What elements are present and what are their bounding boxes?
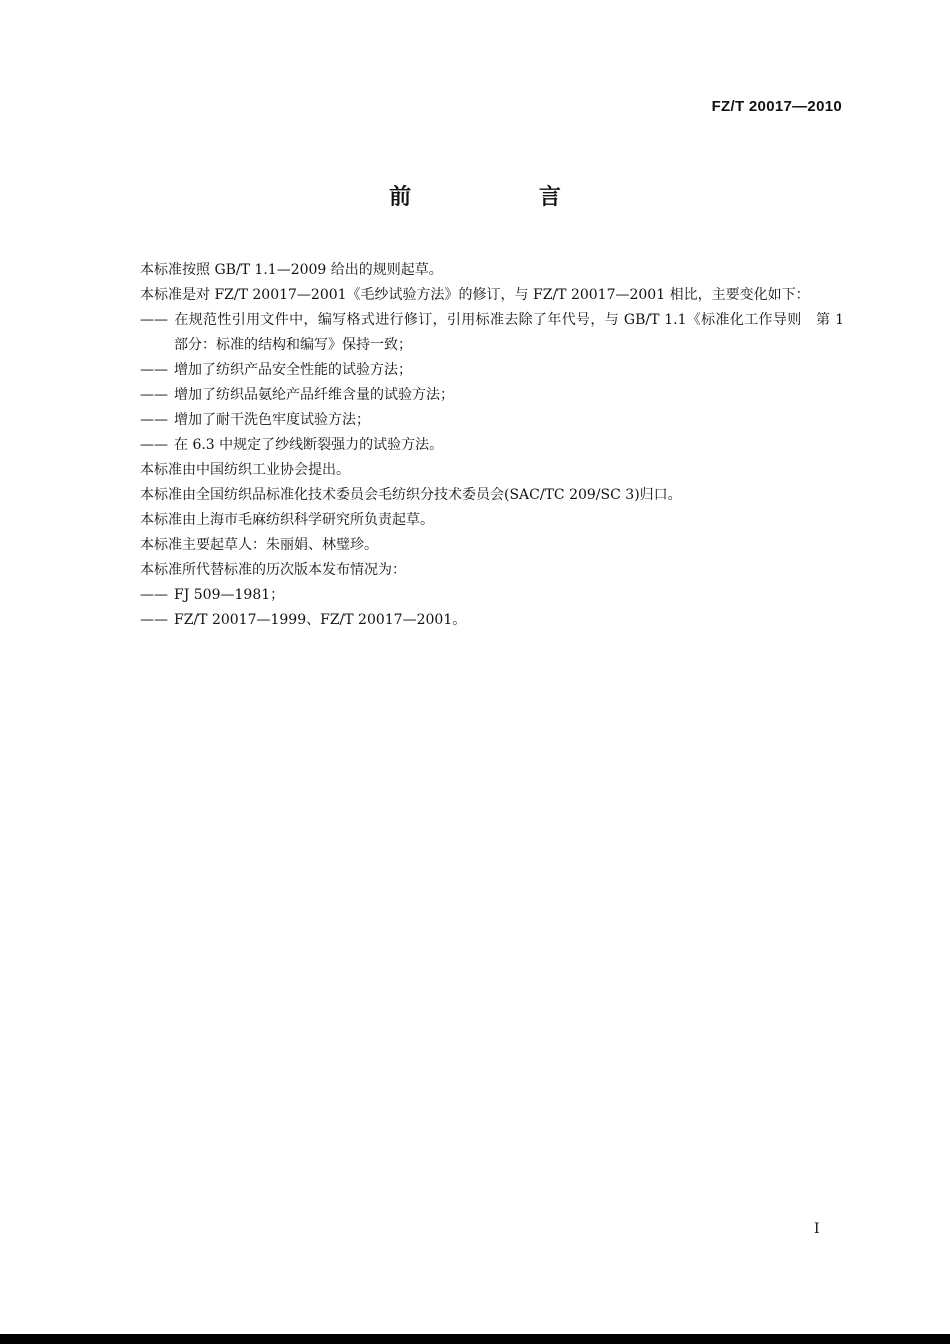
list-item-text: FJ 509—1981； [174, 587, 285, 603]
dash-marker: —— [140, 387, 168, 403]
dash-marker: —— [140, 587, 168, 603]
list-item-change [108, 308, 844, 358]
page-title: 前 言 [389, 185, 621, 210]
list-item-text: 增加了纺织产品安全性能的试验方法； [174, 362, 412, 378]
paragraph-proposer: 本标准由中国纺织工业协会提出。 [140, 462, 350, 478]
dash-marker: —— [140, 412, 168, 428]
paragraph-drafters: 本标准主要起草人：朱丽娟、林璧珍。 [140, 537, 378, 553]
dash-marker: —— [140, 362, 168, 378]
list-item-change [108, 383, 844, 408]
dash-marker: —— [140, 612, 168, 628]
paragraph-drafting-org: 本标准由上海市毛麻纺织科学研究所负责起草。 [140, 512, 434, 528]
paragraph-committee: 本标准由全国纺织品标准化技术委员会毛纺织分技术委员会(SAC/TC 209/SC 3)归口。 [140, 487, 682, 503]
list-item-text: 在规范性引用文件中，编写格式进行修订，引用标准去除了年代号，与 GB/T 1.1《标准化工作导则 第 1 部分：标准的结构和编写》保持一致； [174, 312, 844, 353]
dash-marker: —— [140, 312, 168, 328]
list-item-text: FZ/T 20017—1999、FZ/T 20017—2001。 [174, 612, 467, 628]
list-item-change [108, 433, 844, 458]
list-item-history [108, 583, 844, 608]
list-item-change [108, 408, 844, 433]
list-item-text: 增加了纺织品氨纶产品纤维含量的试验方法； [174, 387, 454, 403]
paragraph-revision-intro: 本标准是对 FZ/T 20017—2001《毛纱试验方法》的修订，与 FZ/T 20017—2001 相比，主要变化如下： [140, 287, 810, 303]
dash-marker: —— [140, 437, 168, 453]
paragraph-history-intro: 本标准所代替标准的历次版本发布情况为： [140, 562, 406, 578]
list-item-text: 增加了耐干洗色牢度试验方法； [174, 412, 370, 428]
page-number: I [814, 1221, 820, 1237]
page-bottom-border [0, 1334, 950, 1344]
paragraph-drafting-rules: 本标准按照 GB/T 1.1—2009 给出的规则起草。 [140, 262, 443, 278]
foreword-body [108, 258, 844, 633]
list-item-history [108, 608, 844, 633]
document-code: FZ/T 20017—2010 [711, 98, 842, 115]
list-item-change [108, 358, 844, 383]
list-item-text: 在 6.3 中规定了纱线断裂强力的试验方法。 [174, 437, 444, 453]
